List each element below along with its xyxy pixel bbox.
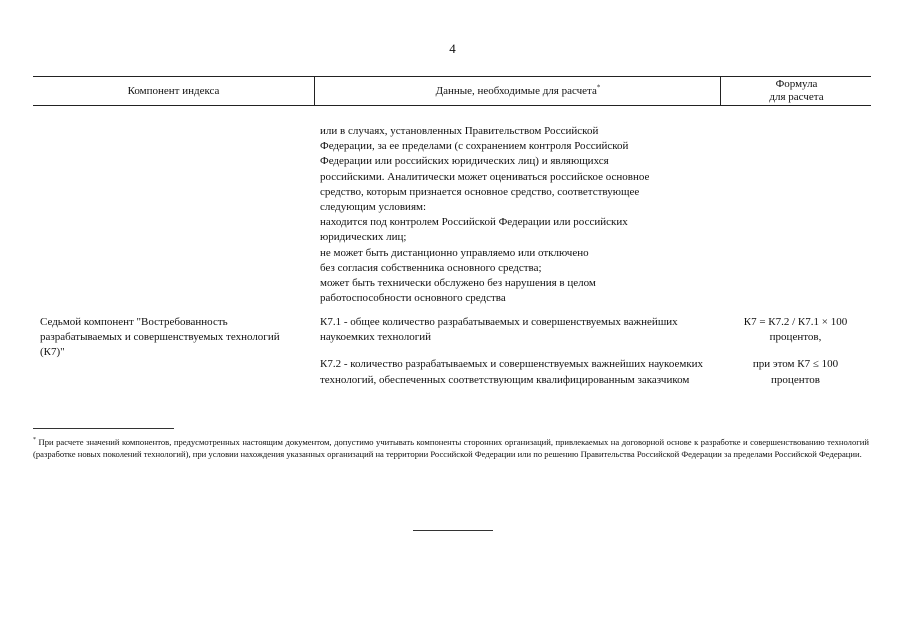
header-data: [314, 77, 721, 105]
end-of-document-rule: [413, 530, 493, 531]
data-k7-2: К7.2 - количество разрабатываемых и совершенствуемых важнейших наукоемких технологий, обеспеченных соответствующим квалифицированным заказчиком: [320, 358, 704, 386]
header-data-footnote-marker: *: [596, 82, 601, 91]
header-component-label: Компонент индекса: [127, 84, 220, 97]
component-k7-name: Седьмой компонент "Востребованность разрабатываемых и совершенствуемых технологий (К7)": [40, 316, 280, 359]
formula-k7-line3: при этом К7 ≤ 100: [752, 358, 839, 371]
page-number: 4: [449, 41, 456, 56]
header-formula-line1: Формула: [775, 78, 818, 90]
table-header: [33, 76, 871, 106]
component-k7-formula: [720, 315, 871, 400]
footnote-divider: [33, 428, 174, 429]
footnote-marker: *: [33, 437, 36, 444]
footnote-text: При расчете значений компонентов, предусмотренных настоящим документом, допустимо учитывать компоненты сторонних организаций, привлекаемых на договорной основе к разработке и совершенствованию технологий (разработке новых поколений технологий), при условии нахождения указанных организаций на территории Российской Федерации или по решению Правительства Российской Федерации за пределами Российской Федерации.: [33, 437, 869, 460]
formula-k7-line2: процентов,: [769, 331, 822, 344]
component-k7-data: [320, 315, 720, 400]
header-data-label: Данные, необходимые для расчета: [435, 84, 597, 97]
header-formula-line2: для расчета: [769, 91, 824, 103]
continued-data-text: или в случаях, установленных Правительством Российской Федерации, за ее пределами (с сохранением контроля Российской Федерации или российских юридических лиц) и являющихся российскими. Аналитически может оцениваться российское основное средство, которым признается основное средство, соответствующее следующим условиям: находится под контролем Российской Федерации или российских юридических лиц; не может быть дистанционно управляемо или отключено без согласия собственника основного средства; может быть технически обслужено без нарушения в целом работоспособности основного средства: [320, 125, 650, 305]
header-formula: [720, 77, 872, 105]
footnote: [33, 436, 869, 461]
formula-k7-line4: процентов: [771, 373, 820, 386]
header-component: [33, 77, 314, 105]
data-k7-1: К7.1 - общее количество разрабатываемых и совершенствуемых важнейших наукоемких технологий: [320, 316, 678, 344]
formula-k7-line1: К7 = К7.2 / К7.1 × 100: [743, 316, 848, 328]
